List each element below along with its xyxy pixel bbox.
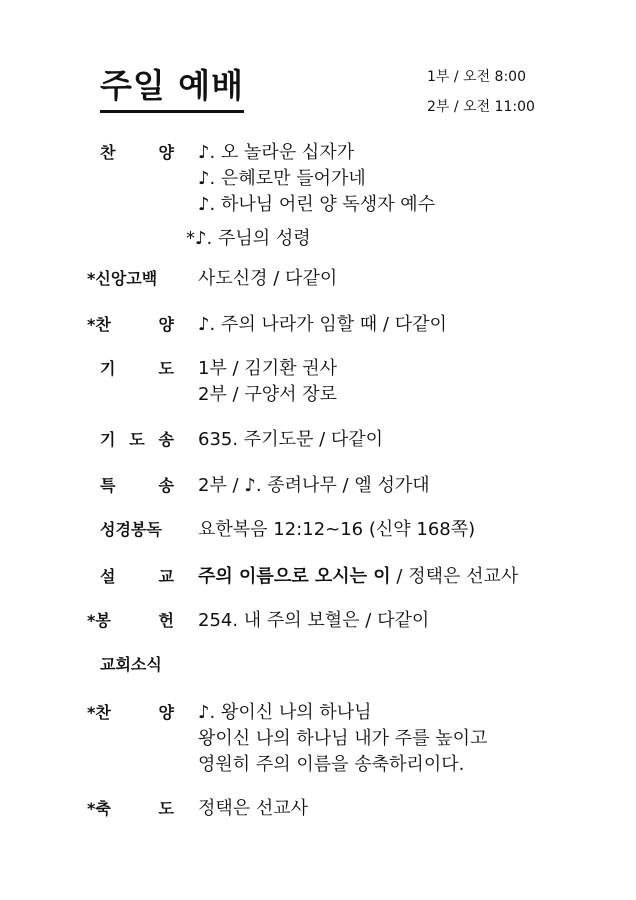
service-time-second: 2부 / 오전 11:00 (427, 99, 535, 115)
order-content (198, 564, 518, 590)
order-label: *신앙고백 (87, 269, 158, 288)
order-content: ♪. 왕이신 나의 하나님 왕이신 나의 하나님 내가 주를 높이고 영원히 주의 이름을 송축하리이다. (198, 702, 488, 775)
order-label: 특 송 (100, 476, 174, 495)
hymn-line: *♪. 주님의 성령 (186, 228, 311, 249)
order-content: 2부 / ♪. 종려나무 / 엘 성가대 (198, 475, 430, 496)
order-label: *봉 헌 (87, 611, 174, 630)
hymn-line: ♪. 은혜로만 들어가네 (198, 168, 366, 189)
page-title: 주일 예배 (100, 64, 244, 113)
order-content: 254. 내 주의 보혈은 / 다같이 (198, 610, 430, 631)
service-time-first: 1부 / 오전 8:00 (427, 69, 526, 85)
order-label: 기 도 (100, 359, 174, 378)
order-content: 요한복음 12:12~16 (신약 168쪽) (198, 519, 476, 540)
order-label: *찬 양 (87, 315, 174, 334)
sermon-preacher: / 정택은 선교사 (390, 566, 519, 587)
order-label: *찬 양 (87, 703, 174, 722)
order-label: *축 도 (87, 799, 174, 818)
hymn-line: ♪. 하나님 어린 양 독생자 예수 (198, 194, 436, 215)
order-content: 사도신경 / 다같이 (198, 268, 338, 289)
order-label: 교회소식 (100, 655, 162, 674)
service-times (427, 66, 535, 126)
sermon-title: 주의 이름으로 오시는 이 (198, 566, 391, 587)
order-content (186, 140, 436, 252)
order-label: 기 도 송 (100, 430, 174, 449)
order-content: 정택은 선교사 (198, 798, 309, 819)
order-label: 성경봉독 (100, 520, 162, 539)
hymn-line: ♪. 오 놀라운 십자가 (198, 142, 355, 163)
order-content: 635. 주기도문 / 다같이 (198, 429, 384, 450)
order-content: ♪. 주의 나라가 임할 때 / 다같이 (198, 314, 447, 335)
order-label: 설 교 (100, 567, 174, 586)
order-label: 찬 양 (100, 143, 174, 162)
order-content: 1부 / 김기환 권사 2부 / 구양서 장로 (198, 358, 338, 405)
